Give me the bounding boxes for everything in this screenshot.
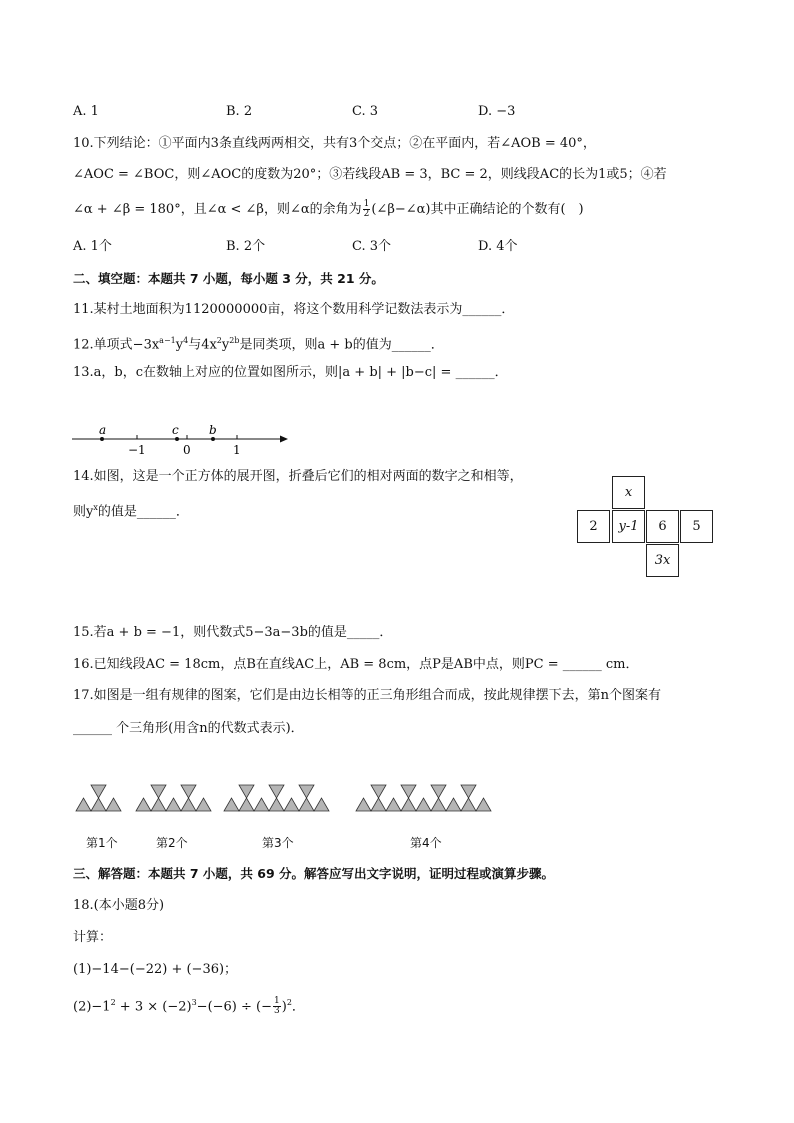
q18-part1: (1)−14−(−22) + (−36)； (73, 962, 238, 977)
label-b: b (209, 423, 217, 437)
q18-part2-sup2: 3 (191, 998, 197, 1007)
pattern-4-middle-triangle (371, 798, 386, 811)
label-a: a (99, 423, 107, 437)
q18-part2-e: ． (291, 999, 305, 1015)
q12-sup-1: a−1 (159, 336, 176, 345)
q12-sup-3: 2 (216, 336, 222, 345)
q14-line2-start: 则y (73, 504, 94, 520)
pattern-3-middle-triangle (299, 798, 314, 811)
pattern-2-bottom-triangle (166, 798, 181, 811)
point-a-dot (100, 437, 104, 441)
pattern-caption-2: 第2个 (156, 836, 188, 850)
q9-option-b: B. 2 (226, 104, 253, 119)
pattern-3-top-triangle (299, 785, 314, 798)
q10-frac-den: 2 (363, 209, 370, 219)
number-line-figure (66, 422, 296, 458)
q12-part-d: y (221, 337, 230, 353)
pattern-1-middle-triangle (91, 798, 106, 811)
pattern-4-top-triangle (461, 785, 476, 798)
section-fill-in-heading: 二、填空题：本题共 7 小题，每小题 3 分，共 21 分。 (73, 271, 384, 286)
q10-option-b: B. 2个 (226, 239, 266, 254)
pattern-4-top-triangle (371, 785, 386, 798)
pattern-1-bottom-triangle (76, 798, 91, 811)
q10-line3-start: ∠α + ∠β = 180°，且∠α < ∠β，则∠α的余角为 (73, 202, 362, 217)
pattern-1-bottom-triangle (106, 798, 121, 811)
label-minus-one: −1 (128, 443, 146, 457)
q18-frac-den: 3 (274, 1006, 280, 1017)
q13-text: 13.a，b，c在数轴上对应的位置如图所示，则|a + b| + |b−c| = ______． (73, 365, 508, 380)
q18-prompt: 计算： (73, 930, 113, 945)
net-cell-center: y-1 (612, 510, 645, 543)
pattern-3-bottom-triangle (314, 798, 329, 811)
q14-line1: 14.如图，这是一个正方体的展开图，折叠后它们的相对两面的数字之和相等， (73, 469, 523, 484)
q18-part2-a: (2)−1 (73, 999, 111, 1015)
pattern-caption-4: 第4个 (410, 836, 442, 850)
pattern-3-top-triangle (239, 785, 254, 798)
pattern-4-bottom-triangle (386, 798, 401, 811)
q12-sup-4: 2b (229, 336, 240, 345)
q12-sup-2: 4 (183, 336, 189, 345)
q9-option-a: A. 1 (73, 104, 99, 119)
q11-text: 11.某村土地面积为1120000000亩，将这个数用科学记数法表示为______． (73, 302, 515, 317)
pattern-4-middle-triangle (461, 798, 476, 811)
net-cell-right1: 6 (646, 510, 679, 543)
net-cell-top: x (612, 476, 645, 509)
pattern-4-middle-triangle (401, 798, 416, 811)
pattern-3-top-triangle (269, 785, 284, 798)
point-c-dot (175, 437, 179, 441)
point-b-dot (211, 437, 215, 441)
q10-line3 (73, 200, 584, 219)
number-line-arrow (280, 436, 288, 443)
q10-line3-end: (∠β−∠α)其中正确结论的个数有( ) (371, 202, 584, 217)
q10-option-a: A. 1个 (73, 239, 112, 254)
q18-part2-c: −(−6) ÷ (− (196, 999, 272, 1015)
pattern-3-bottom-triangle (284, 798, 299, 811)
pattern-caption-3: 第3个 (262, 836, 294, 850)
q18-part2-sup3: 2 (286, 998, 292, 1007)
q12-part-b: y (175, 337, 184, 353)
pattern-3-bottom-triangle (224, 798, 239, 811)
pattern-1-top-triangle (91, 785, 106, 798)
q12-text (73, 332, 444, 354)
q10-line1: 10.下列结论：①平面内3条直线两两相交，共有3个交点；②在平面内，若∠AOB = 40°， (73, 136, 596, 151)
q14-sup: x (93, 503, 98, 512)
pattern-2-middle-triangle (151, 798, 166, 811)
pattern-2-top-triangle (151, 785, 166, 798)
pattern-4-top-triangle (401, 785, 416, 798)
label-one: 1 (233, 443, 241, 457)
q9-option-c: C. 3 (352, 104, 379, 119)
q12-part-c: 与4x (188, 337, 217, 353)
q9-option-d: D. −3 (478, 104, 516, 119)
pattern-2-middle-triangle (181, 798, 196, 811)
q10-option-c: C. 3个 (352, 239, 392, 254)
pattern-caption-1: 第1个 (86, 836, 118, 850)
label-c: c (172, 423, 179, 437)
triangle-patterns (0, 774, 794, 826)
pattern-4-middle-triangle (431, 798, 446, 811)
pattern-2-bottom-triangle (136, 798, 151, 811)
pattern-3-bottom-triangle (254, 798, 269, 811)
pattern-4-bottom-triangle (446, 798, 461, 811)
pattern-4-top-triangle (431, 785, 446, 798)
q17-line1: 17.如图是一组有规律的图案，它们是由边长相等的正三角形组合而成，按此规律摆下去，第n个图案有 (73, 688, 662, 703)
pattern-2-bottom-triangle (196, 798, 211, 811)
q10-option-d: D. 4个 (478, 239, 518, 254)
net-cell-right2: 5 (680, 510, 713, 543)
q18-part2-d: ) (281, 999, 287, 1015)
q18-title: 18.(本小题8分) (73, 898, 165, 913)
pattern-2-top-triangle (181, 785, 196, 798)
q16-text: 16.已知线段AC = 18cm，点B在直线AC上，AB = 8cm，点P是AB中点，则PC = ______ cm． (73, 657, 639, 672)
q10-fraction (363, 200, 371, 219)
pattern-4-bottom-triangle (356, 798, 371, 811)
q18-part2-sup1: 2 (110, 998, 116, 1007)
q15-text: 15.若a + b = −1，则代数式5−3a−3b的值是_____． (73, 625, 393, 640)
q10-frac-num: 1 (363, 199, 370, 209)
q10-line2: ∠AOC = ∠BOC，则∠AOC的度数为20°；③若线段AB = 3，BC = 2，则线段AC的长为1或5；④若 (73, 167, 667, 182)
q18-frac-num: 1 (274, 996, 280, 1007)
label-zero: 0 (183, 443, 191, 457)
q18-part2 (73, 994, 305, 1016)
pattern-4-bottom-triangle (476, 798, 491, 811)
pattern-4-bottom-triangle (416, 798, 431, 811)
pattern-3-middle-triangle (239, 798, 254, 811)
q17-line2: ______ 个三角形(用含n的代数式表示)． (73, 721, 304, 736)
q12-part-e: 是同类项，则a + b的值为______． (239, 337, 444, 353)
pattern-3-middle-triangle (269, 798, 284, 811)
q18-fraction (273, 997, 281, 1016)
net-cell-bottom: 3x (646, 544, 679, 577)
q12-part-a: 12.单项式−3x (73, 337, 160, 353)
q14-line2-end: 的值是______． (97, 504, 189, 520)
q14-line2 (73, 499, 189, 521)
q18-part2-b: + 3 × (−2) (115, 999, 192, 1015)
net-cell-left: 2 (577, 510, 610, 543)
section-answer-heading: 三、解答题：本题共 7 小题，共 69 分。解答应写出文字说明，证明过程或演算步骤。 (73, 866, 555, 881)
